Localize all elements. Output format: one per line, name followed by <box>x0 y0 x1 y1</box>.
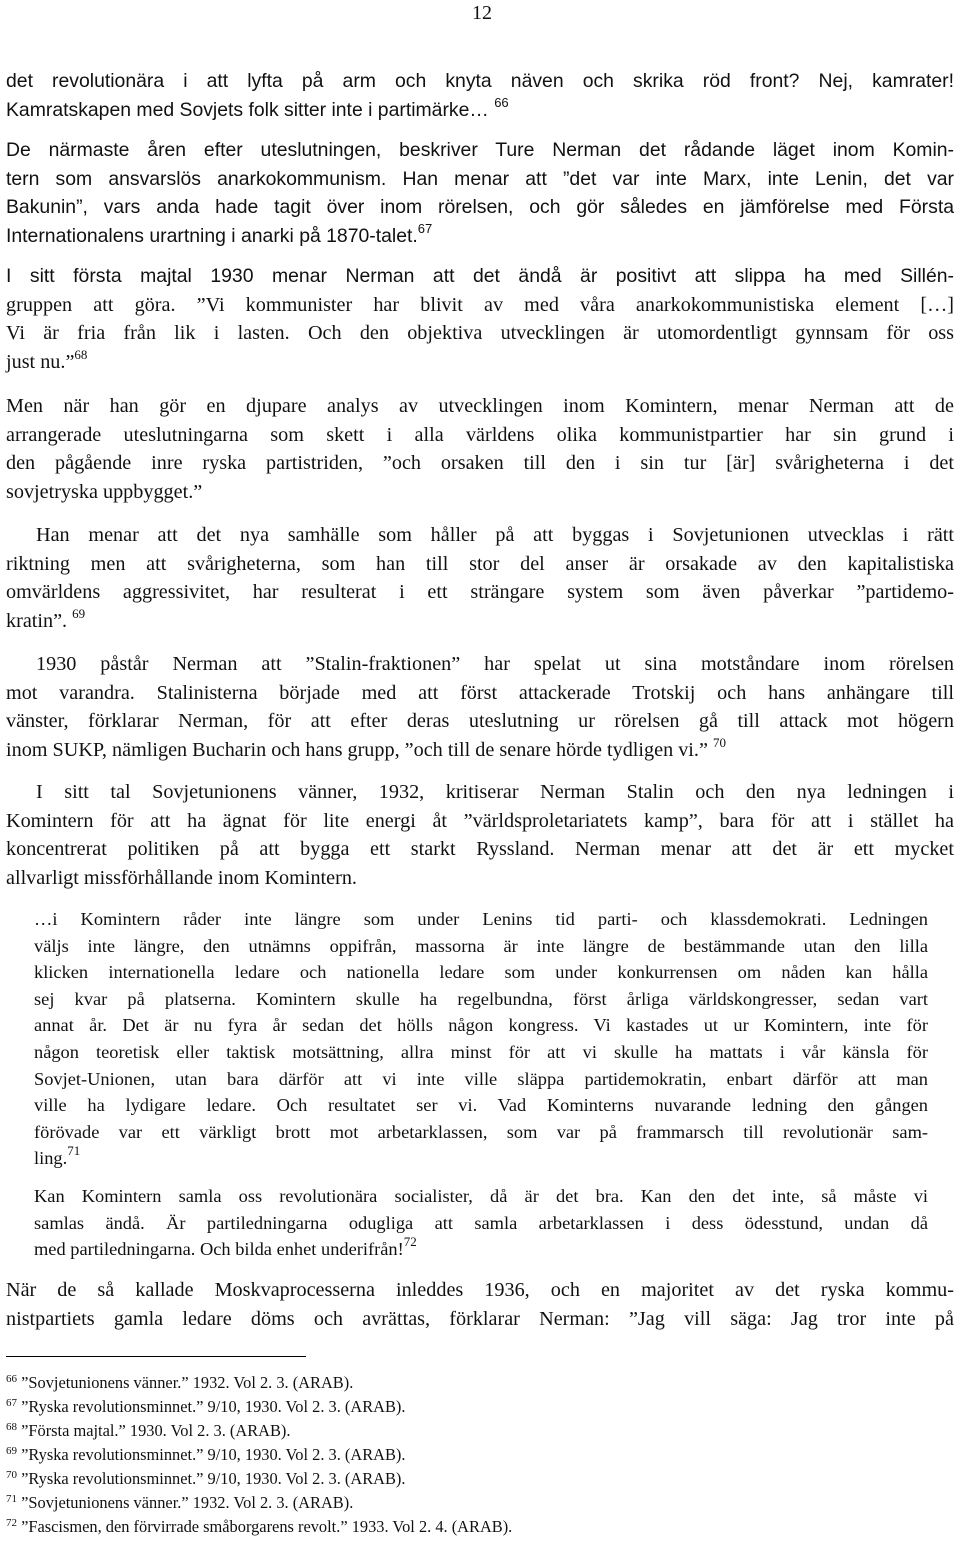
paragraph <box>6 262 954 376</box>
text-line: Internationalens urartning i anarki på 1870-talet.$^{67}$ <box>6 220 433 247</box>
text-line: allvarligt missförhållande inom Komintern. <box>6 866 357 889</box>
text-line: koncentrerat politiken på att bygga ett starkt Ryssland. Nerman menar att det är ett mycket <box>6 838 954 860</box>
text-line: Men när han gör en djupare analys av utvecklingen inom Komintern, menar Nerman att de <box>6 395 954 417</box>
block-quote <box>34 906 928 1172</box>
footnote-ref[interactable]: 70 <box>712 734 726 750</box>
quote-line: samlas ändå. Är partiledningarna odugliga att samla arbetarklassen i dess ödesstund, undan då <box>34 1212 928 1233</box>
footnote-ref[interactable]: 68 <box>74 346 88 362</box>
paragraph <box>6 392 954 506</box>
text-line: I sitt tal Sovjetunionens vänner, 1932, kritiserar Nerman Stalin och den nya ledningen i <box>36 781 954 803</box>
text-line: När de så kallade Moskvaprocesserna inleddes 1936, och en majoritet av det ryska kommu- <box>6 1279 954 1301</box>
text-line: just nu.”$^{68}$ <box>6 346 88 373</box>
footnote: $^{72}$ ”Fascismen, den förvirrade småborgarens revolt.” 1933. Vol 2. 4. (ARAB). <box>6 1517 513 1536</box>
intro-paragraph <box>6 67 954 124</box>
footnote: $^{68}$ ”Första majtal.” 1930. Vol 2. 3. (ARAB). <box>6 1421 291 1440</box>
text-line: den pågående inre ryska partistriden, ”och orsaken till den i sin tur [är] svårigheterna i det <box>6 452 954 474</box>
paragraph <box>6 778 954 892</box>
text-line: Bakunin”, vars anda hade tagit över inom rörelsen, och gör således en jämförelse med Första <box>6 196 954 218</box>
text-line: nistpartiets gamla ledare döms och avrättas, förklarar Nerman: ”Jag vill säga: Jag tror inte på <box>6 1307 954 1330</box>
footnote: $^{70}$ ”Ryska revolutionsminnet.” 9/10, 1930. Vol 2. 3. (ARAB). <box>6 1469 406 1488</box>
text-line: det revolutionära i att lyfta på arm och knyta näven och skrika röd front? Nej, kamrater! <box>6 70 954 92</box>
quote-line: ling.$^{71}$ <box>34 1143 81 1169</box>
quote-line: sej kvar på platserna. Komintern skulle ha regelbundna, först årliga världskongresser, sedan vart <box>34 988 928 1009</box>
footnote: $^{66}$ ”Sovjetunionens vänner.” 1932. Vol 2. 3. (ARAB). <box>6 1373 354 1392</box>
footnote-ref[interactable]: 69 <box>72 605 86 621</box>
text-line: Kamratskapen med Sovjets folk sitter inte i partimärke… $^{66}$ <box>6 94 509 121</box>
footnote-divider <box>6 1356 306 1357</box>
text-line: kratin”. $^{69}$ <box>6 605 86 632</box>
text-line: inom SUKP, nämligen Bucharin och hans grupp, ”och till de senare hörde tydligen vi.” $^{70}$ <box>6 734 726 761</box>
text-line: De närmaste åren efter uteslutningen, beskriver Ture Nerman det rådande läget inom Komin- <box>6 139 954 161</box>
text-line: riktning men att svårigheterna, som han till stor del anser är orsakade av den kapitalistiska <box>6 552 954 575</box>
text-line: sovjetryska uppbygget.” <box>6 480 203 503</box>
quote-line: annat år. Det är nu fyra år sedan det hölls någon kongress. Vi kastades ut ur Komintern, inte för <box>34 1015 928 1036</box>
text-line: tern som ansvarslös anarkokommunism. Han menar att ”det var inte Marx, inte Lenin, det var <box>6 167 955 190</box>
text-line: Komintern för att ha ägnat för lite energi åt ”världsproletariatets kamp”, bara för att i stället ha <box>6 809 954 832</box>
footnote: $^{71}$ ”Sovjetunionens vänner.” 1932. Vol 2. 3. (ARAB). <box>6 1493 354 1512</box>
quote-line: klicken internationella ledare och nationella ledare som under konkurrensen om nåden kan hålla <box>34 962 928 983</box>
quote-line: ville ha lydigare ledare. Och resultatet ser vi. Vad Kominterns nuvarande ledning den gången <box>34 1095 928 1116</box>
text-line: Vi är fria från lik i lasten. Och den objektiva utvecklingen är utomordentligt gynnsam för oss <box>6 322 954 344</box>
text-line: omvärldens aggressivitet, har resulterat i ett strängare system som även påverkar ”partidemo- <box>6 581 954 603</box>
quote-line: Kan Komintern samla oss revolutionära socialister, då är det bra. Kan den det inte, så måste vi <box>34 1186 928 1206</box>
quote-line: väljs inte längre, den utnämns oppifrån, massorna är inte längre de bestämmande utan den lilla <box>34 935 928 956</box>
footnote-ref[interactable]: 66 <box>494 94 509 110</box>
block-quote <box>34 1183 928 1263</box>
quote-line: någon teoretisk eller taktisk motsättning, allra minst för att vi skulle ha mattats i vår känsla för <box>34 1041 928 1062</box>
paragraph <box>6 521 954 635</box>
text-line: Han menar att det nya samhälle som håller på att byggas i Sovjetunionen utvecklas i rätt <box>36 524 954 546</box>
paragraph <box>6 650 954 764</box>
text-line: gruppen att göra. ”Vi kommunister har blivit av med våra anarkokommunistiska element […] <box>6 293 954 316</box>
footnote-ref[interactable]: 67 <box>417 220 433 236</box>
quote-line: Sovjet-Unionen, utan bara därför att vi inte ville släppa partidemokratin, enbart därför att man <box>34 1068 928 1089</box>
quote-line: …i Komintern råder inte längre som under Lenins tid parti- och klassdemokrati. Ledningen <box>34 909 928 929</box>
footnote-ref[interactable]: 72 <box>403 1234 417 1250</box>
text-line: 1930 påstår Nerman att ”Stalin-fraktionen” har spelat ut sina motståndare inom rörelsen <box>36 653 954 675</box>
paragraph <box>6 136 954 250</box>
text-line: arrangerade uteslutningarna som skett i alla världens olika kommunistpartier har sin grund i <box>6 423 954 446</box>
quote-line: förövade var ett värkligt brott mot arbetarklassen, som var på frammarsch till revolutionär sam- <box>34 1121 928 1142</box>
paragraph <box>6 1276 954 1333</box>
page-number: 12 <box>472 2 492 24</box>
text-line: I sitt första majtal 1930 menar Nerman att det ändå är positivt att slippa ha med Sillén- <box>6 265 954 287</box>
text-line: mot varandra. Stalinisterna började med att först attackerade Trotskij och hans anhängare till <box>6 681 954 704</box>
footnote: $^{67}$ ”Ryska revolutionsminnet.” 9/10, 1930. Vol 2. 3. (ARAB). <box>6 1397 406 1416</box>
text-line: vänster, förklarar Nerman, för att efter deras uteslutning ur rörelsen gå till attack mot högern <box>6 710 954 732</box>
quote-line: med partiledningarna. Och bilda enhet underifrån!$^{72}$ <box>34 1234 417 1260</box>
footnote-ref[interactable]: 71 <box>67 1143 81 1159</box>
footnote: $^{69}$ ”Ryska revolutionsminnet.” 9/10, 1930. Vol 2. 3. (ARAB). <box>6 1445 406 1464</box>
